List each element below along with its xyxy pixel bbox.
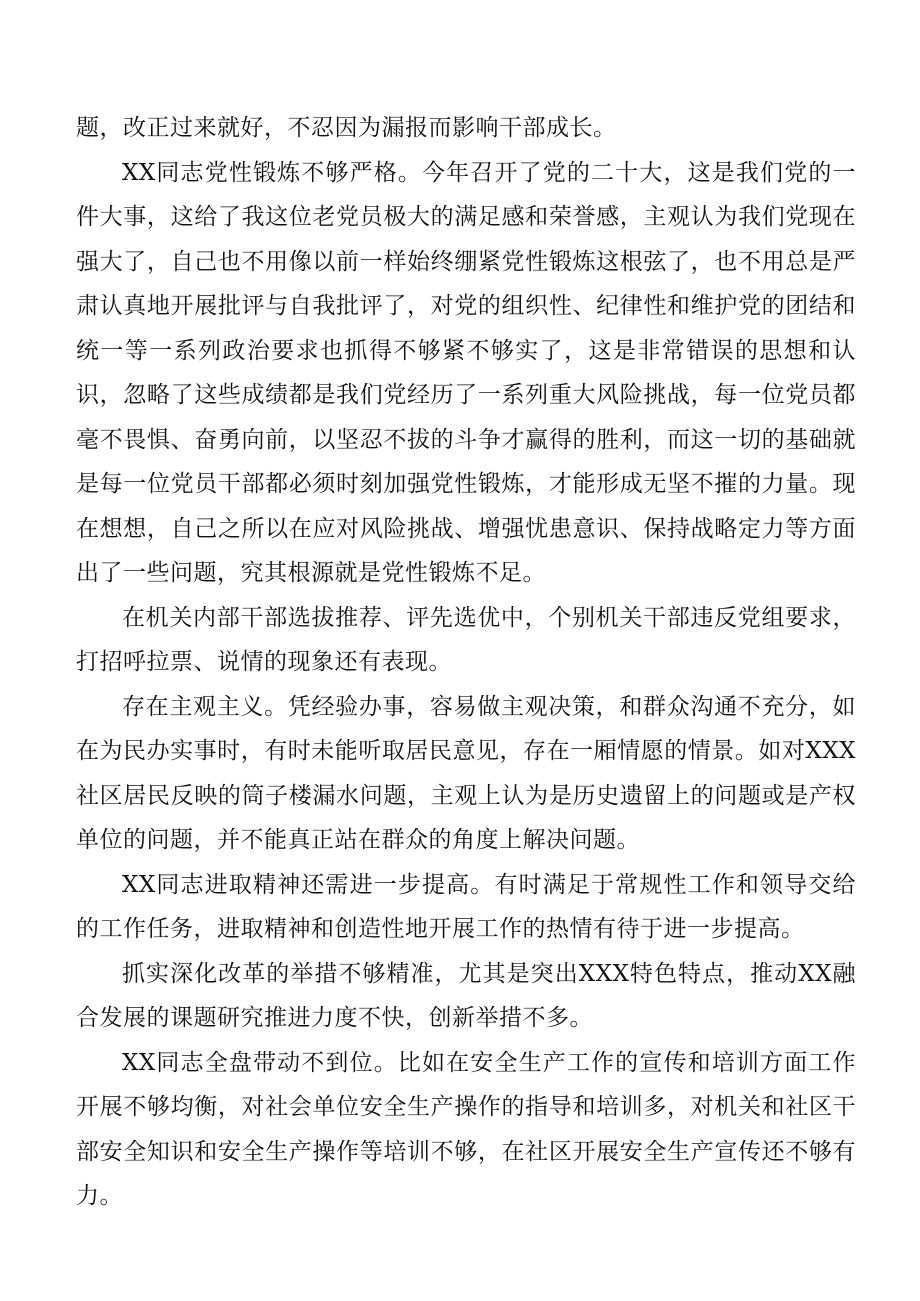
paragraph-4: 存在主观主义。凭经验办事，容易做主观决策，和群众沟通不充分，如在为民办实事时，有时未能听取居民意见，存在一厢情愿的情景。如对XXX社区居民反映的筒子楼漏水问题，主观上认为是历史遗留上的问题或是产权单位的问题，并不能真正站在群众的角度上解决问题。 [76,693,856,853]
paragraph-6: 抓实深化改革的举措不够精准，尤其是突出XXX特色特点，推动XX融合发展的课题研究推进力度不快，创新举措不多。 [76,960,856,1031]
paragraph-2: XX同志党性锻炼不够严格。今年召开了党的二十大，这是我们党的一件大事，这给了我这位老党员极大的满足感和荣誉感，主观认为我们党现在强大了，自己也不用像以前一样始终绷紧党性锻炼这根弦了，也不用总是严肃认真地开展批评与自我批评了，对党的组织性、纪律性和维护党的团结和统一等一系列政治要求也抓得不够紧不够实了，这是非常错误的思想和认识，忽略了这些成绩都是我们党经历了一系列重大风险挑战，每一位党员都毫不畏惧、奋勇向前，以坚忍不拔的斗争才赢得的胜利，而这一切的基础就是每一位党员干部都必须时刻加强党性锻炼，才能形成无坚不摧的力量。现在想想，自己之所以在应对风险挑战、增强忧患意识、保持战略定力等方面出了一些问题，究其根源就是党性锻炼不足。 [76,159,856,586]
document-body [76,106,856,1219]
paragraph-5: XX同志进取精神还需进一步提高。有时满足于常规性工作和领导交给的工作任务，进取精神和创造性地开展工作的热情有待于进一步提高。 [76,871,856,942]
paragraph-7: XX同志全盘带动不到位。比如在安全生产工作的宣传和培训方面工作开展不够均衡，对社会单位安全生产操作的指导和培训多，对机关和社区干部安全知识和安全生产操作等培训不够，在社区开展安全生产宣传还不够有力。 [76,1049,856,1209]
paragraph-1: 题，改正过来就好，不忍因为漏报而影响干部成长。 [76,115,617,141]
paragraph-3: 在机关内部干部选拔推荐、评先选优中，个别机关干部违反党组要求，打招呼拉票、说情的现象还有表现。 [76,604,856,675]
